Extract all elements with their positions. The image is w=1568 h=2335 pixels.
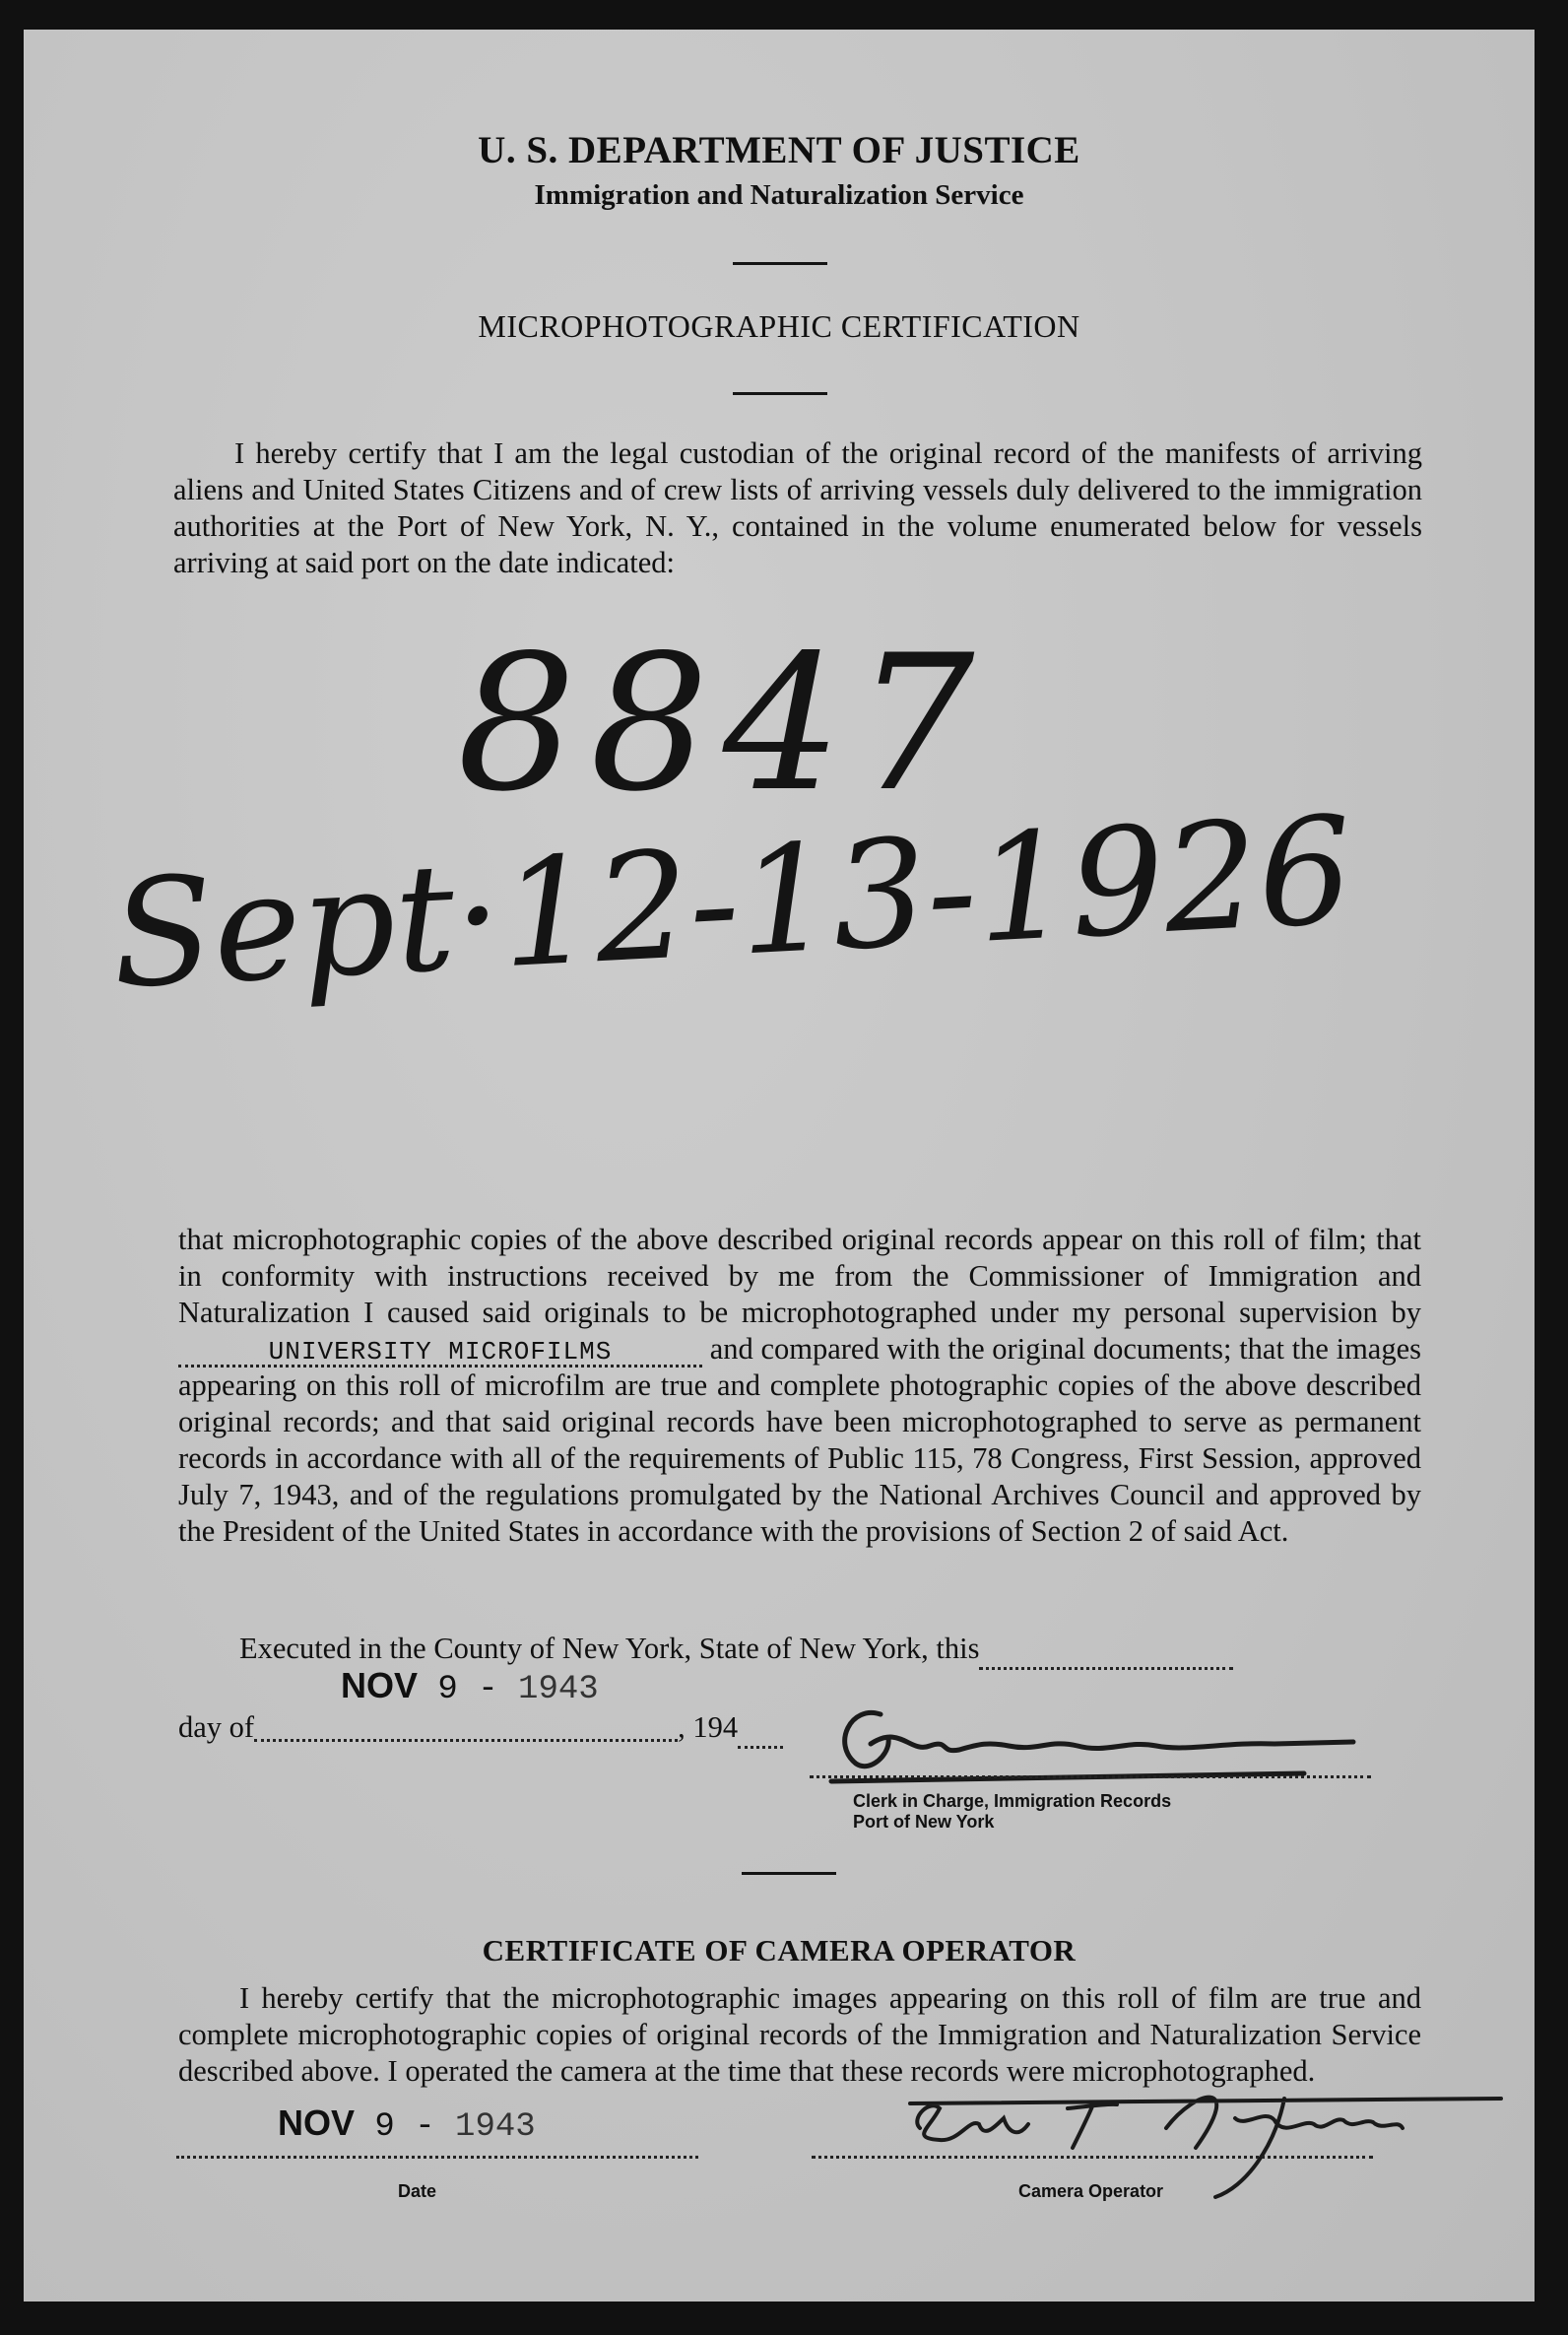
date-signature-line xyxy=(176,2156,698,2159)
microfilmer-name: UNIVERSITY MICROFILMS xyxy=(268,1337,613,1367)
intro-text: I hereby certify that I am the legal custodian of the original record of the manifests of arriving aliens and United States Citizens and of crew lists of arriving vessels duly delivered to the immigration authorities at the Port of New York, N. Y., contained in the volume enumerated below for vessels arriving at said port on the date indicated: xyxy=(173,436,1422,579)
body-paragraph xyxy=(178,1222,1421,1550)
executed-text: Executed in the County of New York, State of New York, this xyxy=(239,1632,980,1665)
executed-line xyxy=(239,1631,1421,1670)
day-of-label: day of xyxy=(178,1710,255,1744)
camera-stamp-month: NOV xyxy=(278,2102,356,2143)
execution-date-stamp xyxy=(341,1665,599,1708)
clerk-title-line1: Clerk in Charge, Immigration Records xyxy=(853,1791,1172,1811)
camera-text: I hereby certify that the microphotographic images appearing on this roll of film are true and complete microphotographic copies of original records of the Immigration and Naturalization Service described above. I operated the camera at the time that these records were microphotographed. xyxy=(178,1981,1421,2088)
camera-operator-signature xyxy=(871,2059,1521,2217)
day-of-field xyxy=(254,1709,678,1742)
operator-signature-line xyxy=(812,2156,1373,2159)
body-text-start: that microphotographic copies of the above described original records appear on this roll of film; that in conformity with instructions received by me from the Commissioner of Immigration and Naturalization I caused said originals to be microphotographed under my personal supervision by xyxy=(178,1223,1421,1329)
divider xyxy=(733,392,827,395)
form-title: MICROPHOTOGRAPHIC CERTIFICATION xyxy=(478,308,1080,344)
clerk-signature-line xyxy=(810,1775,1371,1778)
executed-day-field xyxy=(979,1631,1233,1670)
stamp-day: 9 - xyxy=(437,1671,498,1708)
camera-date-stamp xyxy=(278,2102,536,2146)
volume-number-handwritten: 8847 xyxy=(457,615,989,833)
volume-date-handwritten: Sept·12-13-1926 xyxy=(107,785,1357,1022)
body-text-rest: and compared with the original documents; that the images appearing on this roll of microfilm are true and complete photographic copies of the above described original records; and that said original records have been microphotographed to serve as permanent records in accordance with all of the requirements of Public 115, 78 Congress, First Session, approved July 7, 1943, and of the regulations promulgated by the National Archives Council and approved by the President of the United States in accordance with the provisions of Section 2 of said Act. xyxy=(178,1332,1422,1548)
stamp-month: NOV xyxy=(341,1665,419,1705)
intro-paragraph xyxy=(173,435,1422,581)
certificate-sheet xyxy=(24,30,1535,2302)
year-prefix: , 194 xyxy=(678,1710,739,1744)
clerk-title-line2: Port of New York xyxy=(853,1812,995,1832)
department-title: U. S. DEPARTMENT OF JUSTICE xyxy=(478,129,1080,171)
stamp-year: 1943 xyxy=(518,1671,599,1708)
date-label: Date xyxy=(398,2181,437,2201)
camera-operator-label: Camera Operator xyxy=(1018,2181,1164,2201)
divider xyxy=(742,1872,836,1875)
clerk-title xyxy=(853,1791,1171,1833)
day-of-line xyxy=(178,1709,868,1749)
camera-stamp-day: 9 - xyxy=(374,2108,435,2146)
year-field xyxy=(738,1709,783,1749)
camera-certificate-title: CERTIFICATE OF CAMERA OPERATOR xyxy=(482,1933,1077,1968)
service-subtitle: Immigration and Naturalization Service xyxy=(534,179,1024,211)
divider xyxy=(733,262,827,265)
camera-stamp-year: 1943 xyxy=(455,2108,536,2146)
microfilmer-field xyxy=(178,1336,702,1368)
